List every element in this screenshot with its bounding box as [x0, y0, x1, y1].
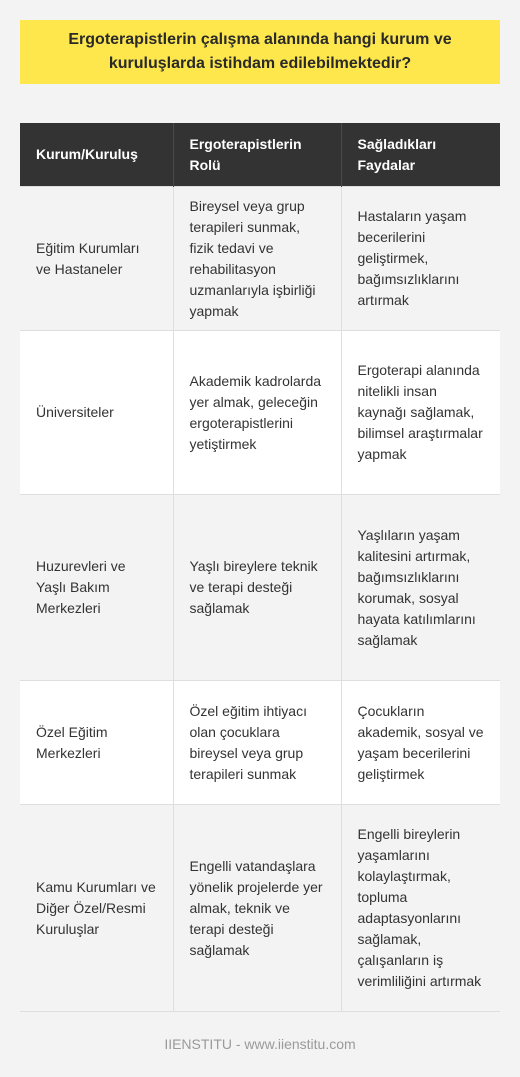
role-cell: Özel eğitim ihtiyacı olan çocuklara bireysel veya grup terapileri sunmak: [173, 681, 341, 805]
institutions-table: [20, 123, 500, 1012]
role-cell: Bireysel veya grup terapileri sunmak, fizik tedavi ve rehabilitasyon uzmanlarıyla işbirliği yapmak: [173, 187, 341, 331]
role-cell: Akademik kadrolarda yer almak, geleceğin ergoterapistlerini yetiştirmek: [173, 331, 341, 495]
table-row: [20, 681, 500, 805]
role-cell: Engelli vatandaşlara yönelik projelerde yer almak, teknik ve terapi desteği sağlamak: [173, 805, 341, 1012]
benefits-cell: Hastaların yaşam becerilerini geliştirmek, bağımsızlıklarını artırmak: [341, 187, 500, 331]
institution-cell: Üniversiteler: [20, 331, 173, 495]
role-cell: Yaşlı bireylere teknik ve terapi desteği sağlamak: [173, 495, 341, 681]
institution-cell: Özel Eğitim Merkezleri: [20, 681, 173, 805]
institution-cell: Eğitim Kurumları ve Hastaneler: [20, 187, 173, 331]
benefits-cell: Yaşlıların yaşam kalitesini artırmak, bağımsızlıklarını korumak, sosyal hayata katılımlarını sağlamak: [341, 495, 500, 681]
page-title: Ergoterapistlerin çalışma alanında hangi kurum ve kuruluşlarda istihdam edilebilmektedir?: [68, 31, 452, 72]
table-row: [20, 495, 500, 681]
benefits-cell: Engelli bireylerin yaşamlarını kolaylaştırmak, topluma adaptasyonlarını sağlamak, çalışanların iş verimliliğini artırmak: [341, 805, 500, 1012]
table-row: [20, 331, 500, 495]
institution-cell: Huzurevleri ve Yaşlı Bakım Merkezleri: [20, 495, 173, 681]
column-header-institution: Kurum/Kuruluş: [20, 123, 173, 187]
benefits-cell: Çocukların akademik, sosyal ve yaşam becerilerini geliştirmek: [341, 681, 500, 805]
footer-credit: IIENSTITU - www.iienstitu.com: [164, 1036, 356, 1052]
column-header-role: Ergoterapistlerin Rolü: [173, 123, 341, 187]
benefits-cell: Ergoterapi alanında nitelikli insan kaynağı sağlamak, bilimsel araştırmalar yapmak: [341, 331, 500, 495]
title-banner: [20, 20, 500, 84]
institution-cell: Kamu Kurumları ve Diğer Özel/Resmi Kuruluşlar: [20, 805, 173, 1012]
table-header-row: [20, 123, 500, 187]
column-header-benefits: Sağladıkları Faydalar: [341, 123, 500, 187]
table-row: [20, 187, 500, 331]
table-row: [20, 805, 500, 1012]
